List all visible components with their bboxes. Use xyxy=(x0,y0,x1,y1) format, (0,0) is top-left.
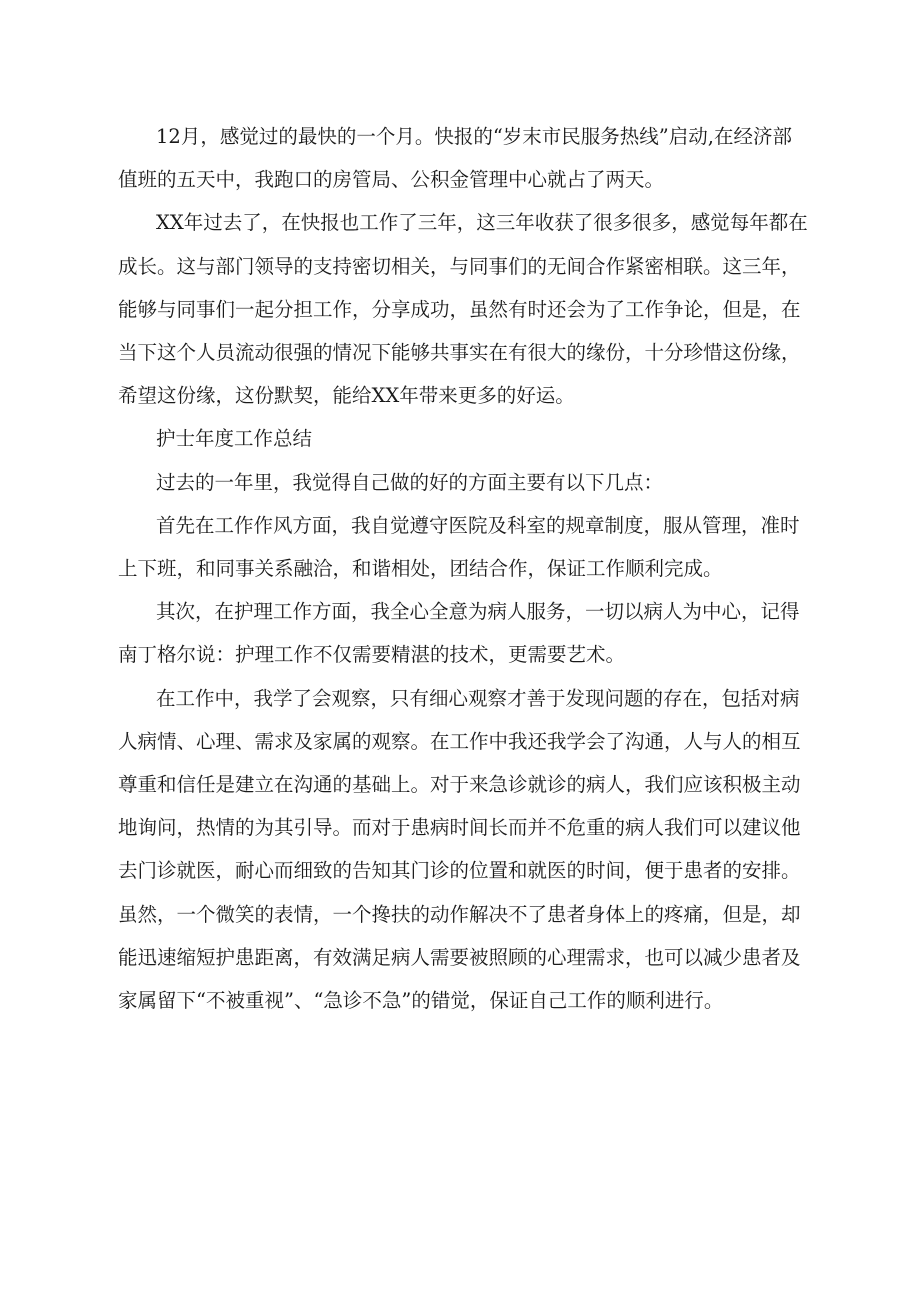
paragraph-4: 首先在工作作风方面，我自觉遵守医院及科室的规章制度，服从管理，准时上下班，和同事关系融洽，和谐相处，团结合作，保证工作顺利完成。 xyxy=(118,513,800,581)
paragraph-3: 过去的一年里，我觉得自己做的好的方面主要有以下几点： xyxy=(156,470,664,494)
document-body xyxy=(118,115,808,1022)
paragraph-5: 其次，在护理工作方面，我全心全意为病人服务，一切以病人为中心，记得南丁格尔说：护理工作不仅需要精湛的技术，更需要艺术。 xyxy=(118,600,800,667)
paragraph-6: 在工作中，我学了会观察，只有细心观察才善于发现问题的存在，包括对病人病情、心理、需求及家属的观察。在工作中我还我学会了沟通，人与人的相互尊重和信任是建立在沟通的基础上。对于来急诊就诊的病人，我们应该积极主动地询问，热情的为其引导。而对于患病时间长而并不危重的病人我们可以建议他去门诊就医，耐心而细致的告知其门诊的位置和就医的时间，便于患者的安排。虽然，一个微笑的表情，一个搀扶的动作解决不了患者身体上的疼痛，但是，却能迅速缩短护患距离，有效满足病人需要被照顾的心理需求，也可以减少患者及家属留下“不被重视”、“急诊不急”的错觉，保证自己工作的顺利进行。 xyxy=(118,686,801,1013)
section-heading: 护士年度工作总结 xyxy=(156,427,313,451)
paragraph-2: XX年过去了，在快报也工作了三年，这三年收获了很多很多，感觉每年都在成长。这与部门领导的支持密切相关，与同事们的无间合作紧密相联。这三年，能够与同事们一起分担工作，分享成功，虽然有时还会为了工作争论，但是，在当下这个人员流动很强的情况下能够共事实在有很大的缘份，十分珍惜这份缘，希望这份缘，这份默契，能给XX年带来更多的好运。 xyxy=(118,211,808,408)
paragraph-1: 12月，感觉过的最快的一个月。快报的“岁末市民服务热线”启动,在经济部值班的五天中，我跑口的房管局、公积金管理中心就占了两天。 xyxy=(118,125,792,192)
